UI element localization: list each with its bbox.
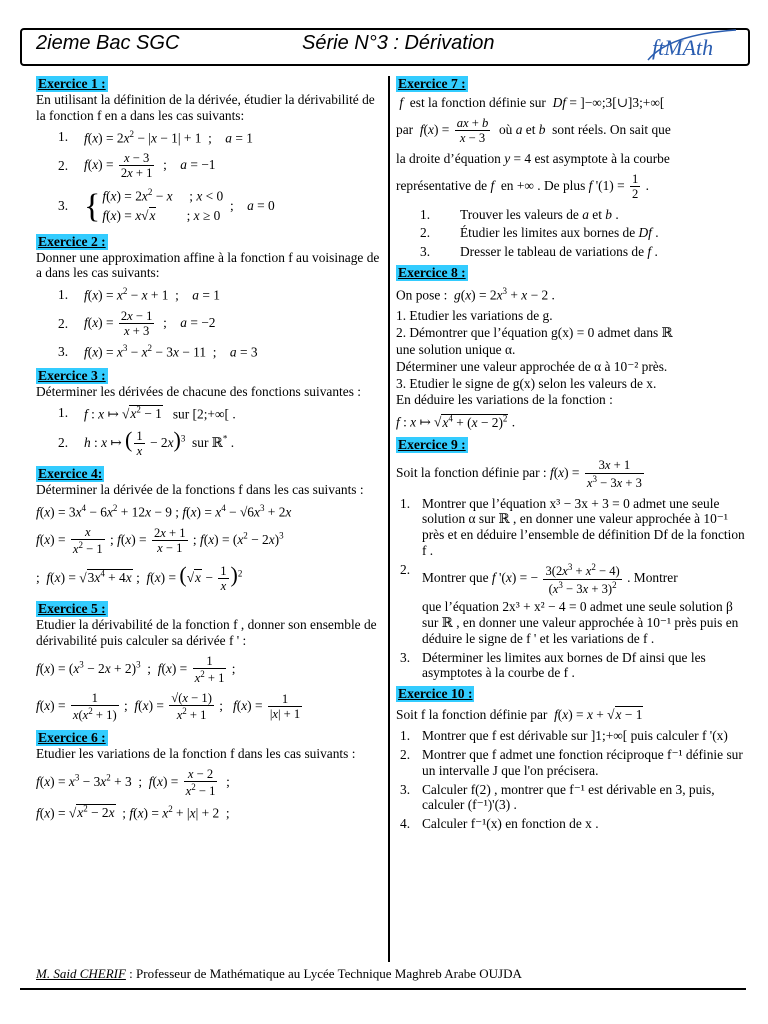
- exercise-8-title: Exercice 8 :: [398, 264, 466, 280]
- ex8-pose: On pose : $g(x) = 2x^3 + x - 2$ .: [396, 286, 555, 303]
- ex1-item-1: 1. $f(x) = 2x^2 - |x - 1| + 1$ ; a = 1: [58, 128, 253, 146]
- exercise-10-title: Exercice 10 :: [398, 686, 473, 702]
- ex6-line-2: $f(x) = √x^2 - 2x$ ; $f(x) = x^2 + |x| + 2$ ;: [36, 803, 230, 821]
- ex7-item-1: 1. Trouver les valeurs de a et b .: [420, 206, 619, 222]
- ex9-item-3: 3. Déterminer les limites aux bornes de Df ainsi que les asymptotes à la courbe de f .: [400, 649, 706, 681]
- series-title: Série N°3 : Dérivation: [302, 32, 495, 54]
- exercise-2-text: Donner une approximation affine à la fonction f au voisinage de a dans les cas suivants:: [36, 249, 380, 281]
- ex10-item-3: 3. Calculer f(2) , montrer que f⁻¹ est dérivable en 3, puis, calculer (f⁻¹)'(3) .: [400, 781, 715, 813]
- ex2-item-2: 2. f(x) = $\frac{2x - 1}{x + 3}$ ; a = −2: [58, 308, 216, 338]
- exercise-6-text: Etudier les variations de la fonction f dans les cas suivants :: [36, 745, 356, 761]
- ex1-item-3: 3. { $f(x) = 2x^2 - x$ ; x < 0 f(x) = x√x ; x ≥ 0 ; a = 0: [58, 186, 275, 225]
- left-column: [36, 74, 382, 826]
- exercise-3-title: Exercice 3 :: [38, 367, 106, 383]
- right-column: [396, 74, 746, 835]
- ex4-line-1: $f(x) = 3x^4 - 6x^2 + 12x - 9$ ; $f(x) = x^4 - √6x^3 + 2x$: [36, 502, 292, 520]
- ex9-intro: Soit la fonction définie par : f(x) = $\frac{3x + 1}{x^3 - 3x + 3}$: [396, 458, 642, 491]
- ex8-line-2: 2. Démontrer que l’équation g(x) = 0 admet dans ℝ: [396, 325, 673, 341]
- exercise-1-title: Exercice 1 :: [38, 76, 106, 91]
- ex8-line-1: 1. Etudier les variations de g.: [396, 308, 553, 324]
- exercise-6-title: Exercice 6 :: [38, 729, 106, 745]
- exercise-4-title: Exercice 4:: [38, 465, 103, 481]
- ex7-item-2: 2. Étudier les limites aux bornes de Df .: [420, 225, 659, 241]
- ex3-item-1: 1. f : x ↦ $√x^2 - 1$ sur [2;+∞[ .: [58, 404, 236, 422]
- exercise-7-title: Exercice 7 :: [398, 76, 466, 91]
- ex4-line-2: f(x) = $\frac{x}{x^2 - 1}$ ; f(x) = $\frac{2x + 1}{x - 1}$ ; $f(x) = (x^2 - 2x)^3$: [36, 524, 284, 557]
- ex8-line-6: En déduire les variations de la fonction :: [396, 392, 613, 408]
- ex7-item-3: 3. Dresser le tableau de variations de f .: [420, 244, 658, 260]
- ex8-line-4: Déterminer une valeur approchée de α à 10⁻² près.: [396, 358, 668, 374]
- ex9-item-2: 2. Montrer que f '(x) = − $\frac{3(2x^3 + x^2 - 4)}{(x^3 - 3x + 3)^2}$ . Montrer: [400, 561, 678, 596]
- exercise-2-title: Exercice 2 :: [38, 233, 106, 249]
- ex1-item-2: 2. f(x) = $\frac{x - 3}{2x + 1}$ ; a = −1: [58, 150, 216, 181]
- footer-author: M. Said CHERIF: [36, 966, 126, 981]
- column-divider: [388, 76, 390, 962]
- ex7-domain: f est la fonction définie sur Df = ]−∞;3[∪]3;+∞[: [399, 95, 665, 111]
- footer-text: : Professeur de Mathématique au Lycée Technique Maghreb Arabe OUJDA: [129, 966, 522, 981]
- ex8-function: f : x ↦ $√x^4 + (x - 2)^2$ .: [396, 413, 516, 430]
- footer-rule: [20, 988, 746, 990]
- ex7-text2: la droite d’équation y = 4 est asymptote à la courbe: [396, 150, 670, 166]
- ex8-line-3: une solution unique α.: [396, 341, 516, 357]
- ex6-line-1: $f(x) = x^3 - 3x^2 + 3$ ; f(x) = $\frac{x - 2}{x^2 - 1}$ ;: [36, 766, 230, 799]
- svg-text:ftMAth: ftMAth: [652, 35, 714, 60]
- ex2-item-3: 3. $f(x) = x^3 - x^2 - 3x - 11$ ; a = 3: [58, 343, 258, 360]
- ex9-item-1: 1. Montrer que l’équation x³ − 3x + 3 = 0 admet une seule solution α sur ℝ , en donner une valeur approchée à 10⁻¹ près et en déduire l’ensemble de définition Df de la fonction f .: [400, 495, 745, 559]
- ex2-item-1: 1. $f(x) = x^2 - x + 1$ ; a = 1: [58, 286, 220, 303]
- ex5-line-1: $f(x) = (x^3 - 2x + 2)^3$ ; f(x) = $\frac{1}{x^2 + 1}$ ;: [36, 653, 236, 686]
- ex9-item-2b: que l’équation 2x³ + x² − 4 = 0 admet une seule solution β sur ℝ , en donner une valeur approchée à 10⁻¹ près puis en déduire le signe de f ' et les variations de f .: [422, 599, 739, 646]
- exercise-5-text: Etudier la dérivabilité de la fonction f , donner son ensemble de dérivabilité puis calculer sa dérivée f ' :: [36, 616, 377, 648]
- class-level: 2ieme Bac SGC: [36, 32, 180, 54]
- ex7-def: par f(x) = $\frac{ax + b}{x - 3}$ où a et b sont réels. On sait que: [396, 115, 671, 146]
- header-box: [20, 28, 750, 66]
- ex7-text3: représentative de f en +∞ . De plus f '(1) = $\frac{1}{2}$ .: [396, 171, 649, 202]
- exercise-9-title: Exercice 9 :: [398, 437, 466, 453]
- ex10-item-4: 4. Calculer f⁻¹(x) en fonction de x .: [400, 816, 599, 832]
- exercise-3-text: Déterminer les dérivées de chacune des fonctions suivantes :: [36, 383, 361, 399]
- exercise-1-text: En utilisant la définition de la dérivée, étudier la dérivabilité de la fonction f en a dans les cas suivants:: [36, 92, 375, 123]
- ex4-line-3: ; $f(x) = √3x^4 + 4x$ ; f(x) = (√x − $\frac{1}{x}$ )$^2$: [36, 561, 243, 594]
- exercise-4-text: Déterminer la dérivée de la fonctions f dans les cas suivants :: [36, 481, 364, 497]
- ex8-line-5: 3. Etudier le signe de g(x) selon les valeurs de x.: [396, 375, 657, 391]
- ex5-line-2: f(x) = $\frac{1}{x(x^2 + 1)}$ ; f(x) = $\frac{√(x - 1)}{x^2 + 1}$ ; f(x) = $\frac{1}{|x| + 1}$: [36, 690, 301, 723]
- ex10-intro: Soit f la fonction définie par f(x) = x + √x − 1: [396, 707, 643, 723]
- ex10-item-1: 1. Montrer que f est dérivable sur ]1;+∞[ puis calculer f '(x): [400, 728, 728, 744]
- exercise-5-title: Exercice 5 :: [38, 600, 106, 616]
- footer: [36, 966, 522, 982]
- ex10-item-2: 2. Montrer que f admet une fonction réciproque f⁻¹ définie sur un intervalle J que l'on précisera.: [400, 746, 743, 778]
- ex3-item-2: 2. h : x ↦ ( $\frac{1}{x}$ − 2x)$^3$ sur ℝ* .: [58, 426, 235, 459]
- ftmath-logo: [646, 28, 738, 64]
